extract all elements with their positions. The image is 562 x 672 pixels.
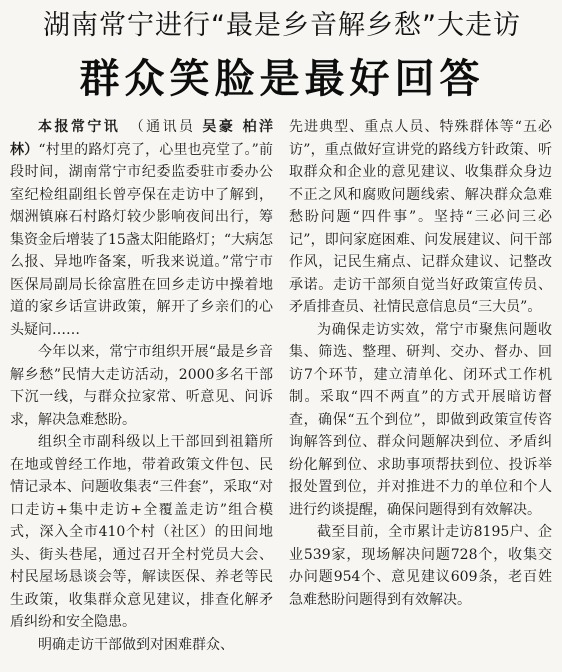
article-subheadline: 湖南常宁进行“最是乡音解乡愁”大走访 <box>43 10 521 41</box>
left-column <box>10 116 273 656</box>
body-paragraph: 明确走访干部做到对困难群众、 <box>38 636 234 653</box>
byline-tag: 本报常宁讯 <box>38 119 121 135</box>
byline-reporter-names: 吴豪 柏洋林） <box>10 119 274 158</box>
body-paragraph: 今年以来，常宁市组织开展“最是乡音解乡愁”民情大走访活动，2000多名干部下沉一线，与群众拉家常、听意见、问诉求，解决急难愁盼。 <box>10 344 273 428</box>
body-paragraph: 组织全市副科级以上干部回到祖籍所在地或曾经工作地，带着政策文件包、民情记录本、问题收集表“三件套”，采取“对口走访+集中走访+全覆盖走访”组合模式，深入全市410个村（社区）的田间地头、街头巷尾，通过召开全村党员大会、村民屋场恳谈会等，解读医保、养老等民生政策，收集群众意见建议，排查化解矛盾纠纷和安全隐患。 <box>10 434 273 630</box>
body-paragraph: 先进典型、重点人员、特殊群体等“五必访”，重点做好宣讲党的路线方针政策、听取群众和企业的意见建议、收集群众身边不正之风和腐败问题线索、解决群众急难愁盼问题“四件事”。坚持“三必问三必记”，即问家庭困难、问发展建议、问干部作风，记民生痛点、记群众建议、记整改承诺。走访干部须自觉当好政策宣传员、矛盾排查员、社情民意信息员“三大员”。 <box>289 119 552 315</box>
article-headline: 群众笑脸是最好回答 <box>79 55 485 102</box>
lead-paragraph <box>10 116 273 341</box>
article-body <box>10 116 554 656</box>
right-column <box>289 116 552 656</box>
byline-reporter-label: （通讯员 <box>136 119 196 135</box>
body-paragraph: 为确保走访实效，常宁市聚焦问题收集、筛选、整理、研判、交办、督办、回访7个环节，建立清单化、闭环式工作机制。采取“四不两直”的方式开展暗访督查，确保“五个到位”，即做到政策宣传咨询解答到位、群众问题解决到位、矛盾纠纷化解到位、求助事项帮扶到位、投诉举报处置到位，并对推进不力的单位和个人进行约谈提醒，确保问题得到有效解决。 <box>289 321 552 518</box>
paragraph-text: “村里的路灯亮了，心里也亮堂了。”前段时间，湖南常宁市纪委监委驻市委办公室纪检组副组长曾亭保在走访中了解到，烟洲镇麻石村路灯较少影响夜间出行，筹集资金后增装了15盏太阳能路灯；“大病怎么报、异地咋备案，听我来说道。”常宁市医保局副局长徐富胜在回乡走访中操着地道的家乡话宣讲政策，解开了乡亲们的心头疑问…… <box>10 141 273 338</box>
body-paragraph: 截至目前，全市累计走访8195户、企业539家，现场解决问题728个，收集交办问题954个、意见建议609条，老百姓急难愁盼问题得到有效解决。 <box>289 524 552 608</box>
